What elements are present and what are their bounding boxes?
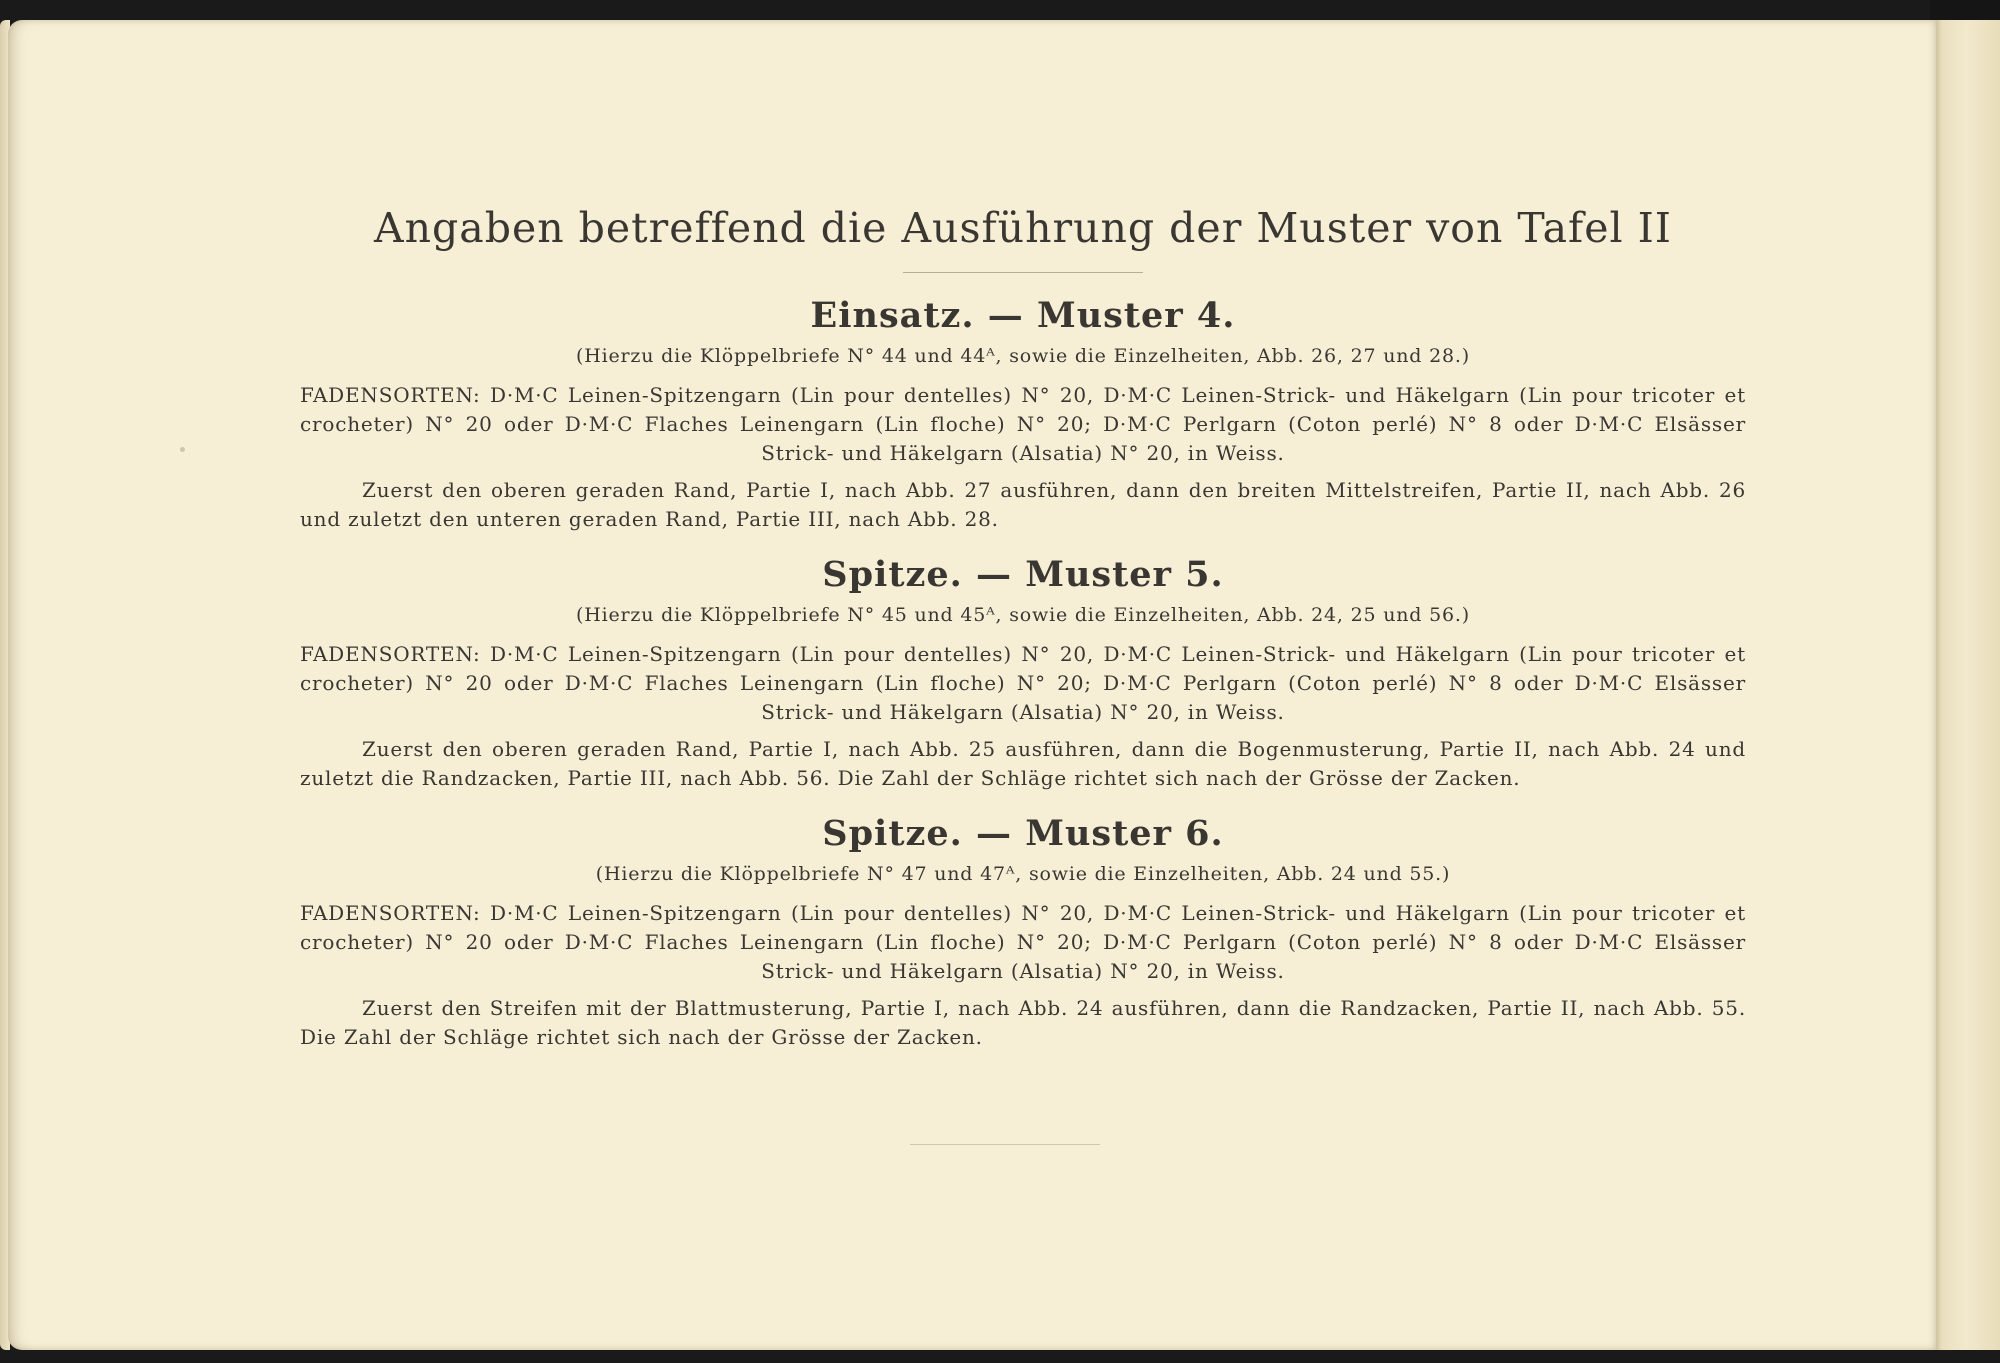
section-heading: Spitze. — Muster 5. xyxy=(822,554,1224,595)
section-source-note: (Hierzu die Klöppelbriefe N° 44 und 44ᴬ, sowie die Einzelheiten, Abb. 26, 27 und 28.) xyxy=(576,345,1470,367)
instructions: Zuerst den oberen geraden Rand, Partie I, nach Abb. 25 ausführen, dann die Bogenmusterung, Partie II, nach Abb. 24 und zuletzt die Randzacken, Partie III, nach Abb. 56. Die Zahl der Schläge richtet sich nach der Grösse der Zacken. xyxy=(300,737,1746,790)
section-source-note: (Hierzu die Klöppelbriefe N° 47 und 47ᴬ, sowie die Einzelheiten, Abb. 24 und 55.) xyxy=(595,863,1451,885)
page-content xyxy=(300,198,1746,1070)
facing-page-edge xyxy=(1936,20,2000,1350)
page-title: Angaben betreffend die Ausführung der Muster von Tafel II xyxy=(374,204,1672,252)
section-muster-6 xyxy=(300,811,1746,1052)
section-heading: Spitze. — Muster 6. xyxy=(822,813,1224,854)
section-heading: Einsatz. — Muster 4. xyxy=(810,295,1236,336)
scan-shadow xyxy=(1930,0,2000,20)
bottom-divider xyxy=(910,1144,1100,1145)
paper-spot xyxy=(180,447,185,452)
thread-types: FADENSORTEN: D·M·C Leinen-Spitzengarn (Lin pour dentelles) N° 20, D·M·C Leinen-Strick- und Häkelgarn (Lin pour tricoter et crocheter) N° 20 oder D·M·C Flaches Leinengarn (Lin floche) N° 20; D·M·C Perlgarn (Coton perlé) N° 8 oder D·M·C Elsässer Strick- und Häkelgarn (Alsatia) N° 20, in Weiss. xyxy=(300,901,1746,983)
instructions: Zuerst den oberen geraden Rand, Partie I, nach Abb. 27 ausführen, dann den breiten Mittelstreifen, Partie II, nach Abb. 26 und zuletzt den unteren geraden Rand, Partie III, nach Abb. 28. xyxy=(300,478,1746,531)
thread-types: FADENSORTEN: D·M·C Leinen-Spitzengarn (Lin pour dentelles) N° 20, D·M·C Leinen-Strick- und Häkelgarn (Lin pour tricoter et crocheter) N° 20 oder D·M·C Flaches Leinengarn (Lin floche) N° 20; D·M·C Perlgarn (Coton perlé) N° 8 oder D·M·C Elsässer Strick- und Häkelgarn (Alsatia) N° 20, in Weiss. xyxy=(300,383,1746,465)
section-muster-5 xyxy=(300,552,1746,793)
title-divider xyxy=(903,272,1143,273)
section-muster-4 xyxy=(300,293,1746,534)
section-source-note: (Hierzu die Klöppelbriefe N° 45 und 45ᴬ, sowie die Einzelheiten, Abb. 24, 25 und 56.) xyxy=(576,604,1470,626)
instructions: Zuerst den Streifen mit der Blattmusterung, Partie I, nach Abb. 24 ausführen, dann die Randzacken, Partie II, nach Abb. 55. Die Zahl der Schläge richtet sich nach der Grösse der Zacken. xyxy=(300,996,1746,1049)
thread-types: FADENSORTEN: D·M·C Leinen-Spitzengarn (Lin pour dentelles) N° 20, D·M·C Leinen-Strick- und Häkelgarn (Lin pour tricoter et crocheter) N° 20 oder D·M·C Flaches Leinengarn (Lin floche) N° 20; D·M·C Perlgarn (Coton perlé) N° 8 oder D·M·C Elsässer Strick- und Häkelgarn (Alsatia) N° 20, in Weiss. xyxy=(300,642,1746,724)
